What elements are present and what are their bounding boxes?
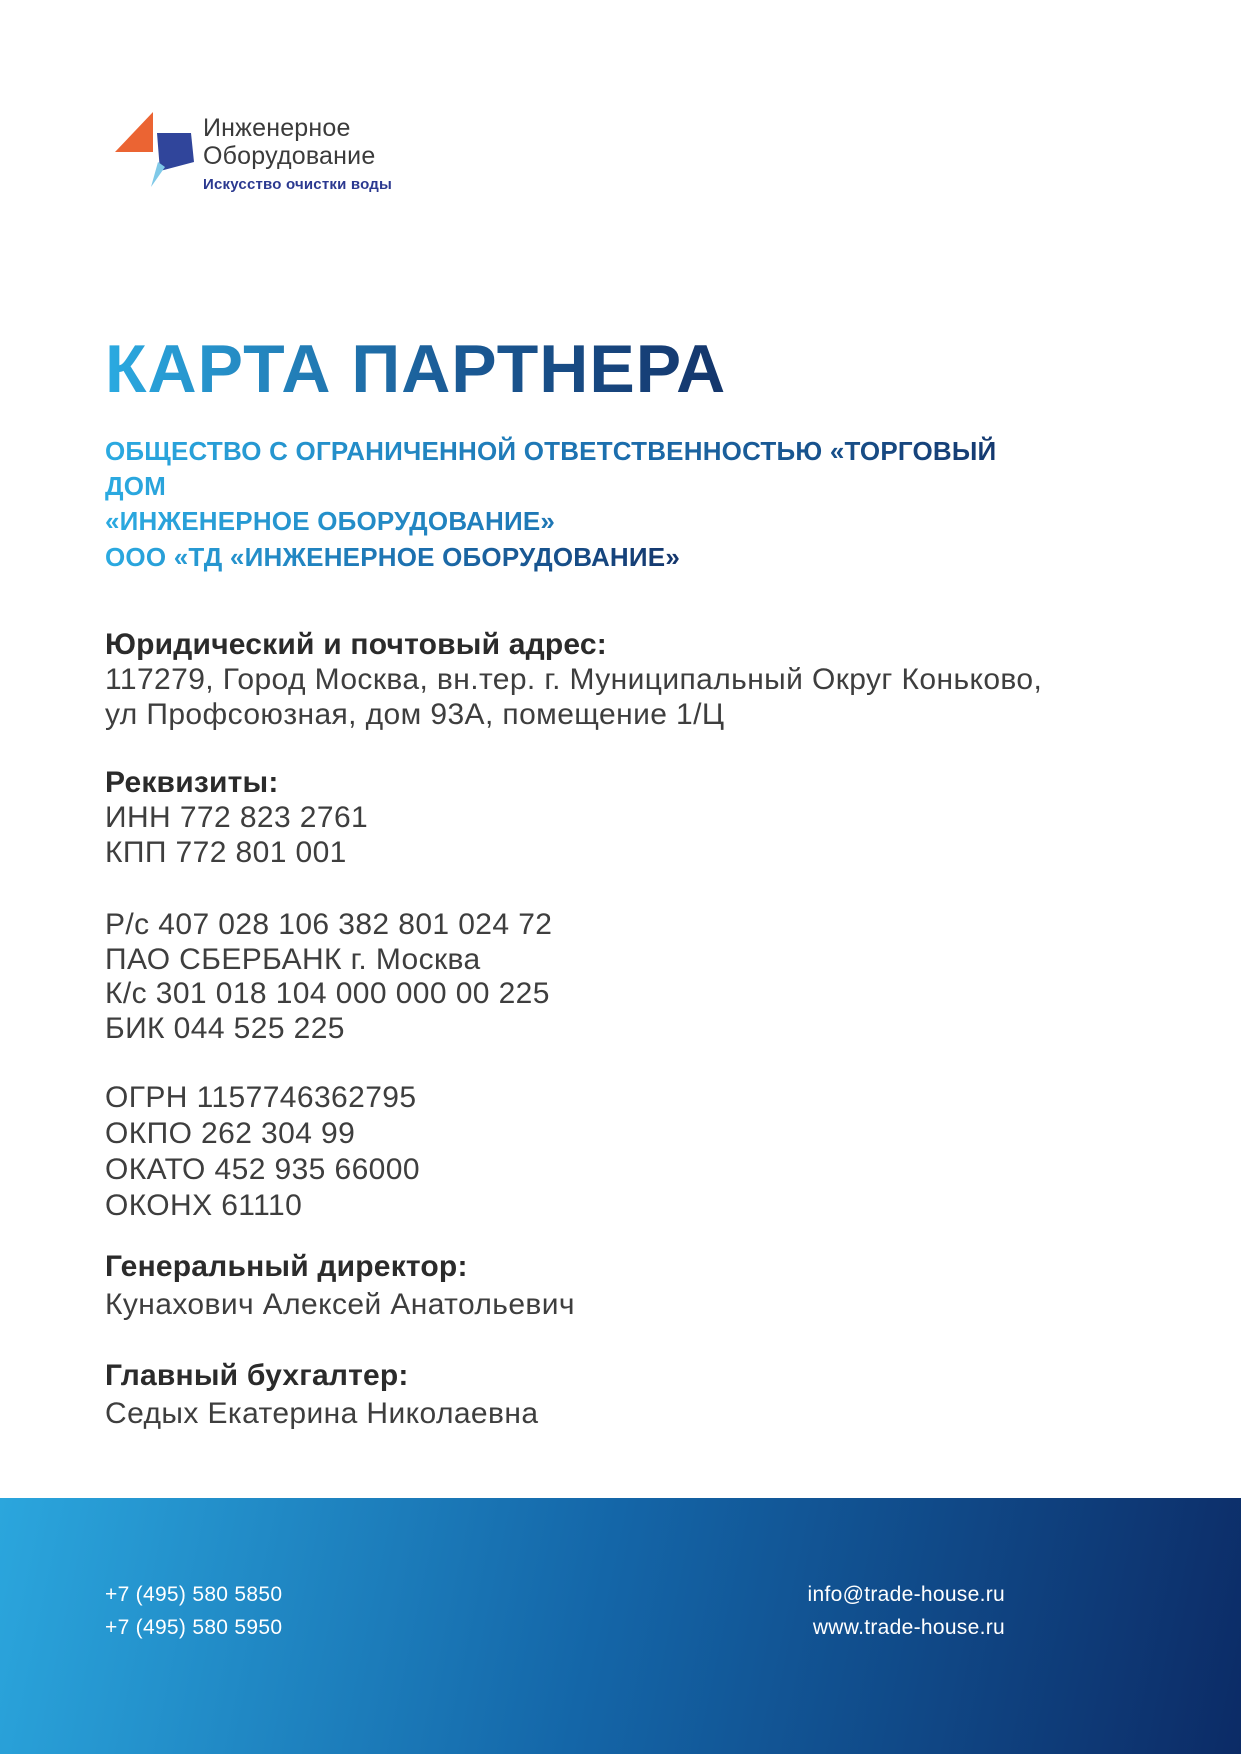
- company-short-name: ООО «ТД «ИНЖЕНЕРНОЕ ОБОРУДОВАНИЕ»: [105, 540, 680, 575]
- inn-line: ИНН 772 823 2761: [105, 801, 369, 834]
- email-link[interactable]: info@trade-house.ru: [807, 1583, 1005, 1606]
- bank-details-block: [105, 908, 552, 1046]
- footer-band: [0, 1498, 1241, 1754]
- website-link[interactable]: www.trade-house.ru: [812, 1616, 1005, 1639]
- logo-name-line2: Оборудование: [203, 142, 376, 170]
- logo-text: [203, 108, 392, 193]
- logo-name-line1: Инженерное: [203, 114, 351, 142]
- page-title: КАРТА ПАРТНЕРА: [105, 331, 727, 407]
- accountant-block: [105, 1357, 538, 1433]
- director-block: [105, 1248, 575, 1324]
- requisites-label: Реквизиты:: [105, 766, 279, 799]
- address-line2: ул Профсоюзная, дом 93А, помещение 1/Ц: [105, 698, 725, 731]
- requisites-block: [105, 765, 368, 870]
- company-logo: [113, 108, 392, 193]
- address-block: [105, 627, 1042, 732]
- footer-web-contacts: [808, 1578, 1005, 1644]
- phone-number-2: +7 (495) 580 5950: [105, 1616, 283, 1639]
- settlement-account-line: Р/с 407 028 106 382 801 024 72: [105, 908, 553, 941]
- okato-line: ОКАТО 452 935 66000: [105, 1153, 420, 1186]
- logo-tagline: Искусство очистки воды: [203, 176, 393, 193]
- address-line1: 117279, Город Москва, вн.тер. г. Муниципальный Округ Коньково,: [105, 663, 1043, 696]
- company-full-name: [105, 434, 1025, 539]
- pinwheel-logo-icon: [113, 108, 195, 190]
- bik-line: БИК 044 525 225: [105, 1011, 345, 1045]
- accountant-name: Седых Екатерина Николаевна: [105, 1397, 539, 1430]
- director-label: Генеральный директор:: [105, 1250, 468, 1283]
- kpp-line: КПП 772 801 001: [105, 836, 347, 869]
- footer-phones: [105, 1578, 282, 1644]
- okonh-line: ОКОНХ 61110: [105, 1189, 303, 1222]
- company-full-name-line1: ОБЩЕСТВО С ОГРАНИЧЕННОЙ ОТВЕТСТВЕННОСТЬЮ «ТОРГОВЫЙ ДОМ: [105, 436, 997, 501]
- bank-name-line: ПАО СБЕРБАНК г. Москва: [105, 942, 481, 976]
- company-full-name-line2: «ИНЖЕНЕРНОЕ ОБОРУДОВАНИЕ»: [105, 506, 556, 536]
- registry-codes-block: [105, 1080, 420, 1224]
- phone-number-1: +7 (495) 580 5850: [105, 1583, 283, 1606]
- okpo-line: ОКПО 262 304 99: [105, 1117, 356, 1150]
- address-label: Юридический и почтовый адрес:: [105, 628, 607, 661]
- director-name: Кунахович Алексей Анатольевич: [105, 1288, 575, 1321]
- correspondent-account-line: К/с 301 018 104 000 000 00 225: [105, 977, 550, 1010]
- ogrn-line: ОГРН 1157746362795: [105, 1081, 417, 1114]
- accountant-label: Главный бухгалтер:: [105, 1359, 409, 1392]
